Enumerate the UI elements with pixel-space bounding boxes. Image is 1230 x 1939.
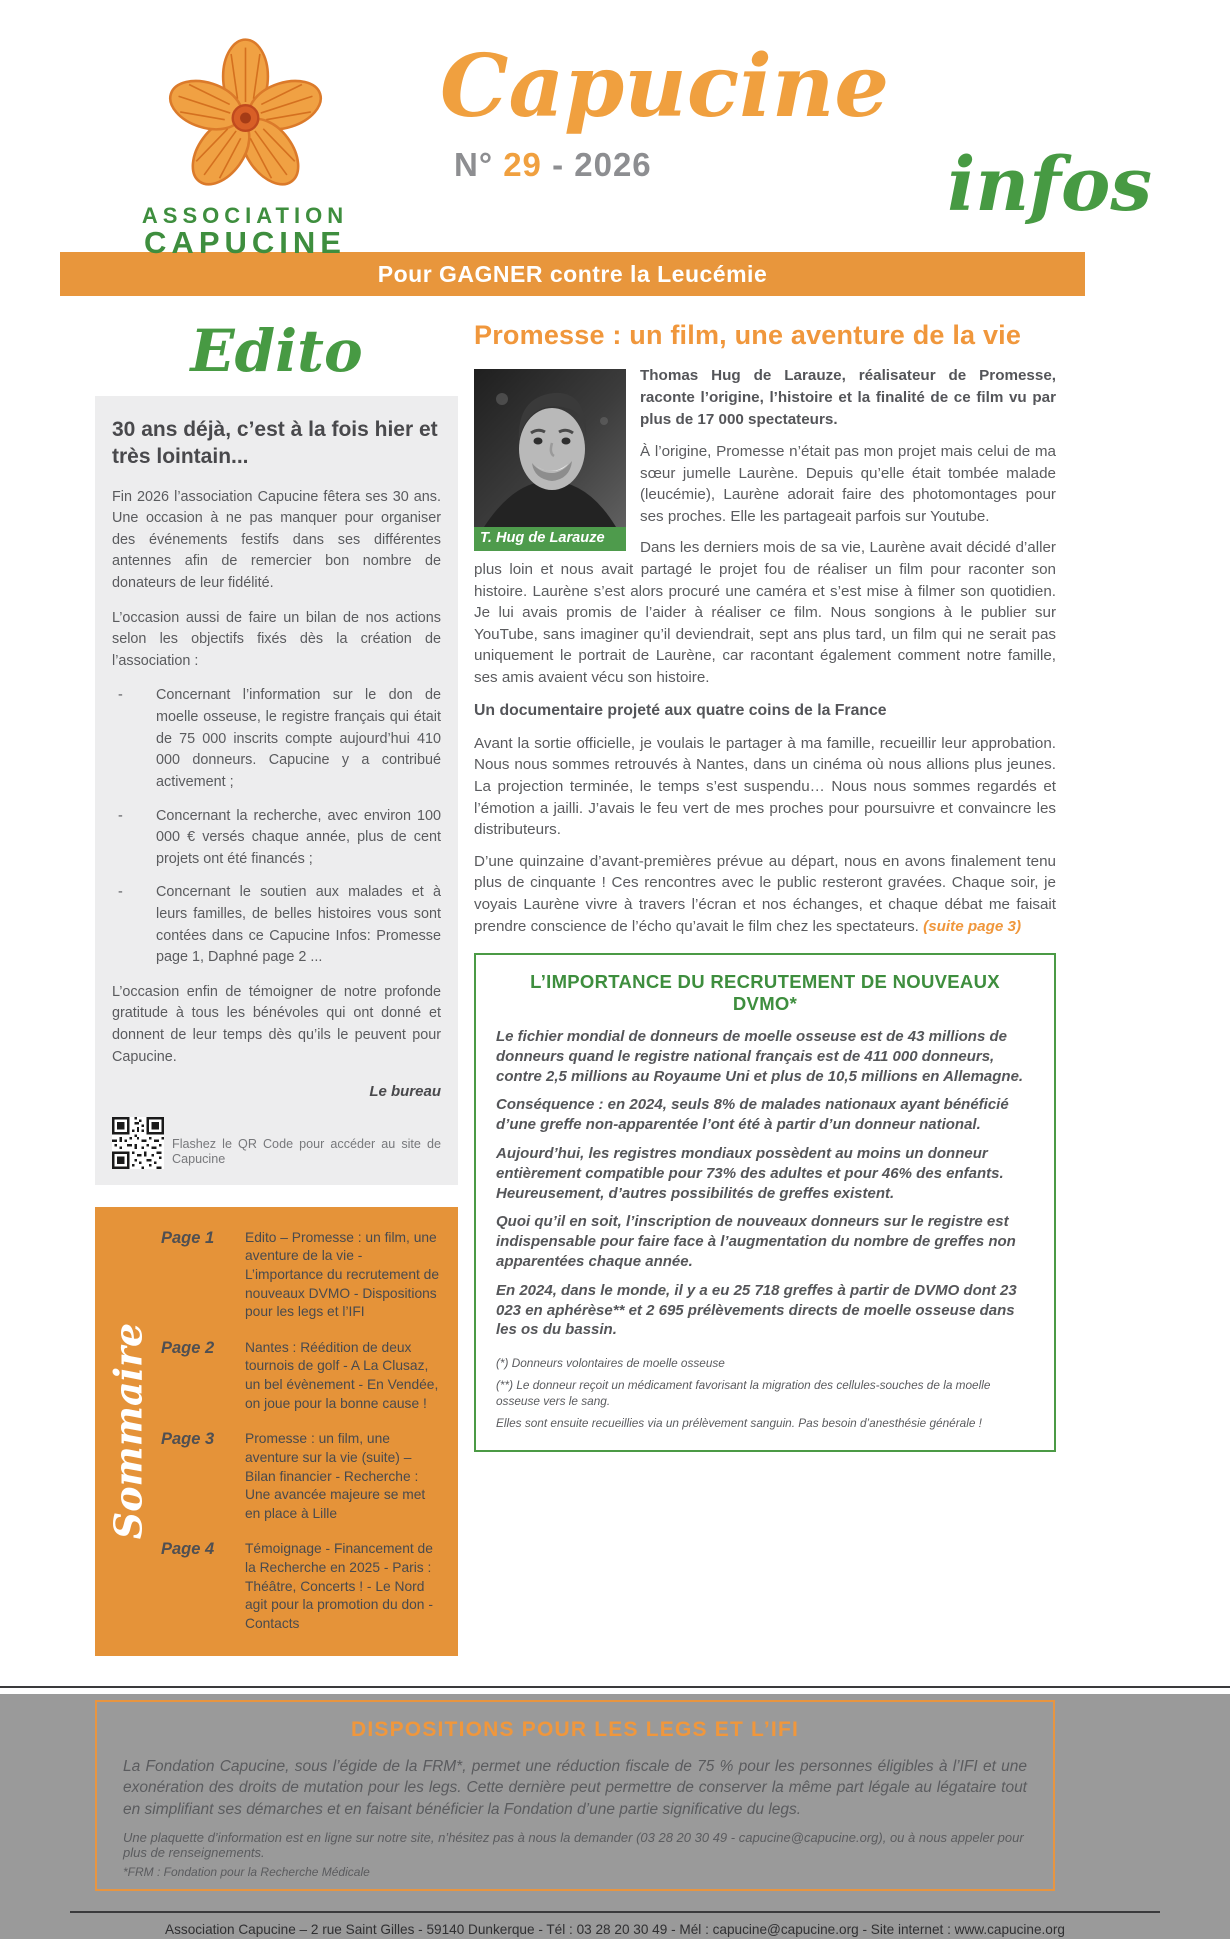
sommaire-box bbox=[95, 1207, 458, 1656]
portrait-figure bbox=[474, 369, 626, 551]
article-paragraph: Dans les derniers mois de sa vie, Laurène avait décidé d’aller plus loin et nous avait partagé le projet fou de réaliser un film pour raconter son histoire. Laurène s’est alors procuré une caméra et s’est mise à filmer son quotidien. Je lui avais promis de l’aider à réaliser ce film. Nous songions à le publier sur YouTube, sans imaginer qu’il deviendrait, sept ans plus tard, un film qui ne serait pas uniquement le portrait de Laurène, car racontant également comment notre famille, ses amis avaient vécu son histoire. bbox=[474, 539, 1056, 686]
main-columns bbox=[95, 316, 1230, 1656]
association-name bbox=[142, 204, 348, 260]
edito-closing: L’occasion enfin de témoigner de notre profonde gratitude à tous les bénévoles qui ont donné et donnent de leur temps dès qu’ils le peuvent pour Capucine. bbox=[112, 983, 441, 1065]
bullet-dash: - bbox=[118, 687, 123, 704]
right-column bbox=[474, 316, 1056, 1452]
association-name-line2: CAPUCINE bbox=[144, 225, 346, 261]
edito-bullet bbox=[112, 685, 441, 793]
association-logo bbox=[120, 38, 370, 261]
sommaire-rail bbox=[95, 1229, 161, 1634]
edito-signature: Le bureau bbox=[369, 1083, 441, 1101]
sommaire-entry bbox=[161, 1229, 446, 1322]
dvmo-footnotes bbox=[496, 1356, 1034, 1432]
article-paragraph: À l’origine, Promesse n’était pas mon projet mais celui de ma sœur jumelle Laurène. Depuis qu’elle était tombée malade (leucémie), Laurène adorait faire des photomontages pour ses proches. Elle les partageait parfois sur Youtube. bbox=[640, 443, 1056, 525]
legs-title: DISPOSITIONS POUR LES LEGS ET L’IFI bbox=[350, 1717, 800, 1741]
sommaire-page-label: Page 1 bbox=[161, 1228, 215, 1247]
bullet-dash: - bbox=[118, 884, 123, 901]
dvmo-footnote: (*) Donneurs volontaires de moelle osseuse bbox=[496, 1356, 725, 1371]
qr-code-icon bbox=[112, 1117, 164, 1169]
dvmo-box bbox=[474, 953, 1056, 1452]
left-column bbox=[95, 316, 458, 1656]
article-paragraph bbox=[474, 851, 1056, 937]
dvmo-paragraph: Quoi qu’il en soit, l’inscription de nouveaux donneurs sur le registre est indispensable pour faire face à l’augmentation du nombre de greffes non apparentées chaque année. bbox=[496, 1213, 1016, 1271]
dvmo-title: L’IMPORTANCE DU RECRUTEMENT DE NOUVEAUX DVMO* bbox=[530, 971, 1000, 1015]
sommaire-entry bbox=[161, 1339, 446, 1414]
dvmo-paragraph: Le fichier mondial de donneurs de moelle osseuse est de 43 millions de donneurs quand le registre national français est de 411 000 donneurs, contre 2,5 millions au Royaume Uni et plus de 10,5 millions en Allemagne. bbox=[496, 1028, 1024, 1085]
sommaire-label: Sommaire bbox=[105, 1322, 151, 1540]
sommaire-entry bbox=[161, 1430, 446, 1523]
sommaire-page-label: Page 2 bbox=[161, 1338, 215, 1357]
edito-title: 30 ans déjà, c’est à la fois hier et très lointain... bbox=[112, 418, 438, 469]
sommaire-page-label: Page 4 bbox=[161, 1540, 215, 1559]
sommaire-page-label: Page 3 bbox=[161, 1430, 215, 1449]
article-title: Promesse : un film, une aventure de la vie bbox=[474, 320, 1022, 350]
qr-caption: Flashez le QR Code pour accéder au site de Capucine bbox=[172, 1136, 441, 1166]
edito-paragraph: Fin 2026 l’association Capucine fêtera ses 30 ans. Une occasion à ne pas manquer pour organiser des événements festifs dans ses différentes antennes afin de remercier bon nombre de donateurs de leur fidélité. bbox=[112, 488, 441, 592]
dvmo-paragraph: Aujourd’hui, les registres mondiaux possèdent au moins un donneur entièrement compatible pour 73% des adultes et pour 46% des enfants. Heureusement, d’autres possibilités de greffes existent. bbox=[496, 1145, 1004, 1202]
legs-box bbox=[95, 1700, 1055, 1891]
capucine-flower-icon bbox=[158, 38, 333, 198]
title-block bbox=[370, 38, 889, 252]
newsletter-title: Capucine bbox=[440, 36, 890, 137]
bottom-rule bbox=[0, 1686, 1230, 1688]
dvmo-footnote: (**) Le donneur reçoit un médicament favorisant la migration des cellules-souches de la moelle osseuse vers le sang. bbox=[496, 1378, 991, 1409]
article-subheading: Un documentaire projeté aux quatre coins de la France bbox=[474, 702, 887, 720]
article-lead: Thomas Hug de Larauze, réalisateur de Promesse, raconte l’origine, l’histoire et la finalité de ce film vu par plus de 17 000 spectateurs. bbox=[640, 367, 1056, 429]
masthead bbox=[0, 0, 1230, 261]
issue-line bbox=[454, 146, 889, 184]
bullet-dash: - bbox=[118, 807, 123, 824]
continuation-note: (suite page 3) bbox=[923, 917, 1022, 935]
issue-prefix: N° bbox=[454, 146, 494, 183]
edito-bullet bbox=[112, 806, 441, 871]
dvmo-footnote: Elles sont ensuite recueillies via un prélèvement sanguin. Pas besoin d’anesthésie générale ! bbox=[496, 1416, 982, 1430]
sommaire-entry-text: Témoignage - Financement de la Recherche en 2025 - Paris : Théâtre, Concerts ! - Le Nord agit pour la promotion du don - Contacts bbox=[245, 1541, 433, 1631]
photo-caption: T. Hug de Larauze bbox=[474, 527, 626, 551]
edito-bullet bbox=[112, 882, 441, 968]
sommaire-entry bbox=[161, 1540, 446, 1633]
legs-footnote: *FRM : Fondation pour la Recherche Médicale bbox=[123, 1864, 370, 1879]
portrait-photo bbox=[474, 369, 626, 527]
bullet-text: Concernant la recherche, avec environ 100 000 € versés chaque année, plus de cent projets ont été financés ; bbox=[156, 807, 441, 867]
dvmo-paragraph: En 2024, dans le monde, il y a eu 25 718 greffes à partir de DVMO dont 23 023 en aphérèse** et 2 695 prélèvements directs de moelle osseuse dans les os du bassin. bbox=[496, 1281, 1017, 1339]
bullet-text: Concernant l’information sur le don de moelle osseuse, le registre français qui était de 75 000 inscrits compte aujourd’hui 410 000 donneurs. Capucine y a contribué activement ; bbox=[156, 687, 441, 790]
footer-contact-line: Association Capucine – 2 rue Saint Gilles - 59140 Dunkerque - Tél : 03 28 20 30 49 - Mél : capucine@capucine.org - Site internet : www.capucine.org bbox=[165, 1921, 1065, 1937]
slogan-text: Pour GAGNER contre la Leucémie bbox=[377, 260, 768, 287]
legs-note: Une plaquette d’information est en ligne sur notre site, n’hésitez pas à nous la demander (03 28 20 30 49 - capucine@capucine.org), ou à nous appeler pour plus de renseignements. bbox=[123, 1829, 1024, 1860]
edito-box bbox=[95, 396, 458, 1185]
sommaire-entries bbox=[161, 1229, 446, 1634]
issue-number: 29 bbox=[503, 146, 542, 183]
sommaire-entry-text: Promesse : un film, une aventure sur la vie (suite) – Bilan financier - Recherche : Une avancée majeure se met en place à Lille bbox=[245, 1431, 426, 1521]
sommaire-entry-text: Nantes : Réédition de deux tournois de golf - A La Clusaz, un bel évènement - En Vendée, on joue pour la bonne cause ! bbox=[245, 1339, 439, 1411]
edito-heading: Edito bbox=[190, 317, 363, 385]
edito-paragraph: L’occasion aussi de faire un bilan de nos actions selon les objectifs fixés dès la création de l’association : bbox=[112, 609, 441, 669]
page-footer bbox=[70, 1911, 1160, 1939]
bullet-text: Concernant le soutien aux malades et à leurs familles, de belles histoires vous sont contées dans ce Capucine Infos: Promesse page 1, Daphné page 2 ... bbox=[156, 884, 441, 966]
infos-script: infos bbox=[947, 142, 1152, 228]
legs-body: La Fondation Capucine, sous l’égide de la FRM*, permet une réduction fiscale de 75 % pour les personnes éligibles à l’IFI et une exonération des droits de mutation pour les legs. Cette dernière peut permettre de conserver la même part légale au légataire tout en simplifiant ses démarches et en faisant bénéficier la Fondation d’une partie significative du legs. bbox=[123, 1757, 1027, 1818]
dvmo-paragraph: Conséquence : en 2024, seuls 8% de malades nationaux ayant bénéficié d’une greffe non-apparentée l’ont été à partir d’un donneur national. bbox=[496, 1096, 1009, 1134]
article-paragraph-text: D’une quinzaine d’avant-premières prévue au départ, nous en avons finalement tenu plus de cinquante ! Ces rencontres avec le public resteront gravées. Chaque soir, je voyais Laurène vivre à travers l’écran et nos échanges, et chaque débat me faisait prendre conscience de l’écho qu’avait le film chez les spectateurs. bbox=[474, 852, 1056, 935]
article-body bbox=[474, 365, 1056, 937]
issue-year: - 2026 bbox=[552, 146, 652, 183]
sommaire-entry-text: Edito – Promesse : un film, une aventure de la vie - L’importance du recrutement de nouveaux DVMO - Dispositions pour les legs et l’IFI bbox=[245, 1229, 440, 1320]
article-paragraph: Avant la sortie officielle, je voulais le partager à ma famille, recueillir leur approbation. Nous nous sommes retrouvés à Nantes, dans un cinéma où nous allions plus jeunes. La projection terminée, le temps s’est suspendu… Nous nous sommes regardés et l’émotion a jailli. J’avais le feu vert de mes proches pour poursuivre et convaincre les distributeurs. bbox=[474, 734, 1056, 839]
qr-row bbox=[112, 1117, 441, 1169]
association-name-line1: ASSOCIATION bbox=[141, 203, 349, 228]
